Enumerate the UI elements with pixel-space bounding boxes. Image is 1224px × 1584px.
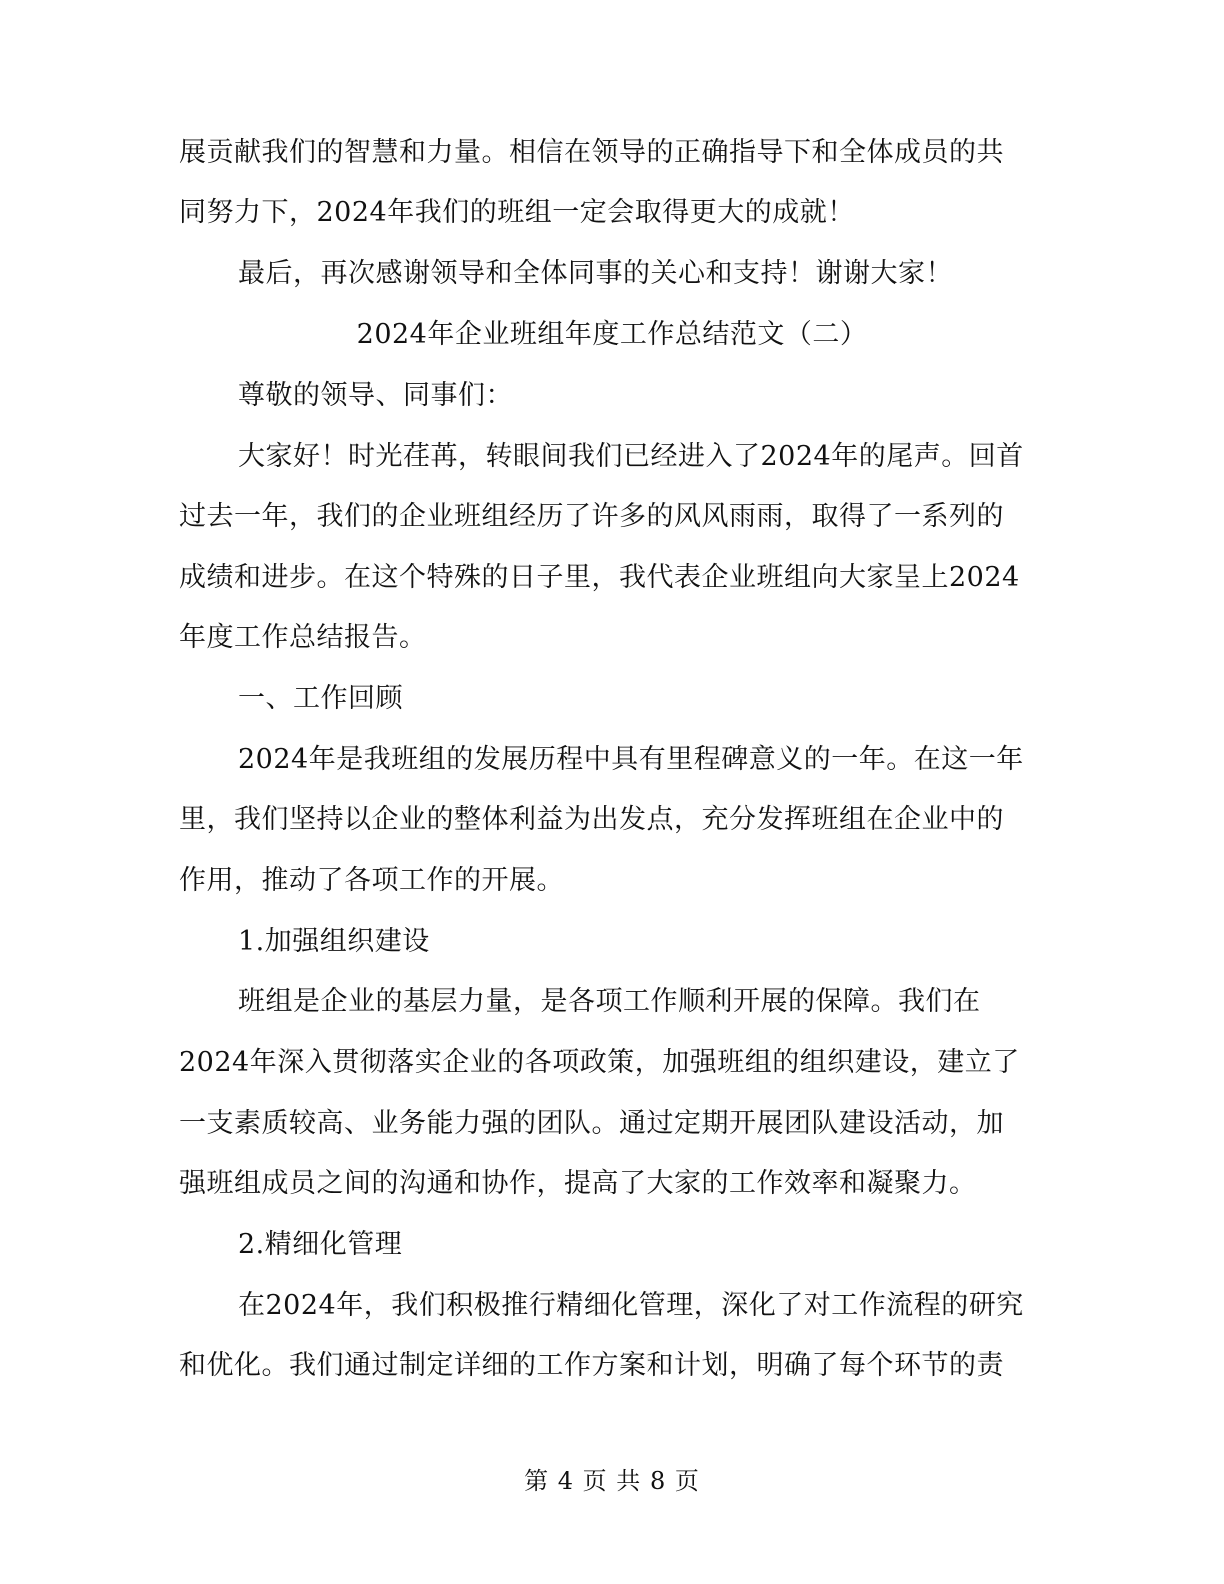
body-text-line: 强班组成员之间的沟通和协作，提高了大家的工作效率和凝聚力。 — [179, 1168, 977, 1199]
body-text-line: 大家好！时光荏苒，转眼间我们已经进入了2024年的尾声。回首 — [238, 441, 1024, 472]
body-text-line: 和优化。我们通过制定详细的工作方案和计划，明确了每个环节的责 — [179, 1350, 1004, 1381]
subheading-organization: 1.加强组织建设 — [238, 926, 430, 957]
body-text-line: 里，我们坚持以企业的整体利益为出发点，充分发挥班组在企业中的 — [179, 804, 1004, 835]
body-text-line: 作用，推动了各项工作的开展。 — [179, 865, 564, 896]
body-text-line: 展贡献我们的智慧和力量。相信在领导的正确指导下和全体成员的共 — [179, 137, 1004, 168]
body-text-line: 在2024年，我们积极推行精细化管理，深化了对工作流程的研究 — [238, 1290, 1024, 1321]
section-title: 2024年企业班组年度工作总结范文（二） — [356, 319, 868, 350]
body-text-line: 2024年深入贯彻落实企业的各项政策，加强班组的组织建设，建立了 — [179, 1047, 1020, 1078]
body-text-line: 成绩和进步。在这个特殊的日子里，我代表企业班组向大家呈上2024 — [179, 562, 1020, 593]
body-text-line: 2024年是我班组的发展历程中具有里程碑意义的一年。在这一年 — [238, 744, 1024, 775]
body-text-line: 年度工作总结报告。 — [179, 622, 427, 653]
body-text-line: 最后，再次感谢领导和全体同事的关心和支持！谢谢大家！ — [238, 258, 953, 289]
body-text-line: 同努力下，2024年我们的班组一定会取得更大的成就！ — [179, 197, 855, 228]
heading-work-review: 一、工作回顾 — [238, 683, 403, 714]
body-text-line: 过去一年，我们的企业班组经历了许多的风风雨雨，取得了一系列的 — [179, 501, 1004, 532]
body-text-line: 班组是企业的基层力量，是各项工作顺利开展的保障。我们在 — [238, 986, 981, 1017]
salutation: 尊敬的领导、同事们： — [238, 380, 513, 411]
subheading-management: 2.精细化管理 — [238, 1229, 403, 1260]
body-text-line: 一支素质较高、业务能力强的团队。通过定期开展团队建设活动，加 — [179, 1108, 1004, 1139]
page-number-footer: 第 4 页 共 8 页 — [524, 1467, 700, 1495]
